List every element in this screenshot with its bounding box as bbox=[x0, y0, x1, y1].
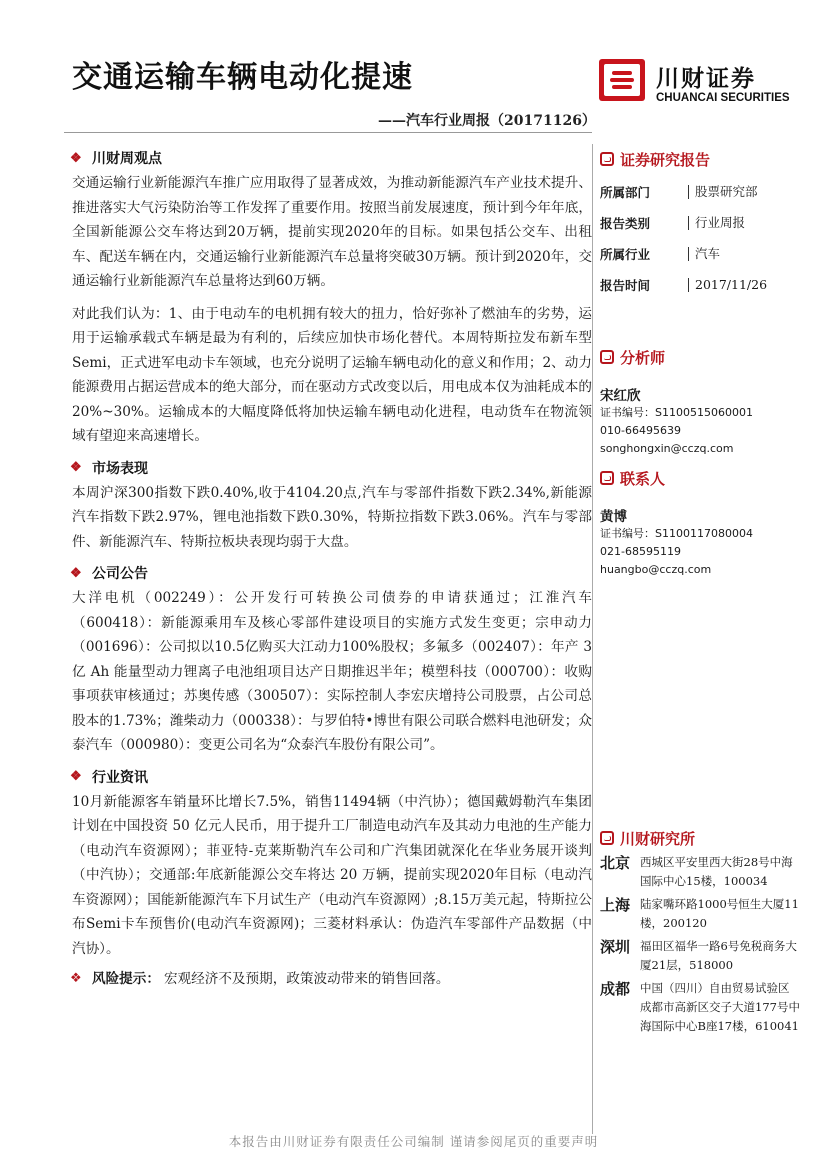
info-row bbox=[600, 269, 800, 300]
risk-label: 风险提示： bbox=[92, 971, 160, 987]
diamond-bullet-icon: ❖ bbox=[70, 971, 82, 986]
office-address: 西城区平安里西大街28号中海国际中心15楼，100034 bbox=[640, 855, 793, 888]
office-entry bbox=[600, 979, 800, 1036]
risk-warning bbox=[72, 967, 592, 991]
contact-cert: 证书编号：S1100117080004 bbox=[600, 527, 753, 540]
institute-heading-text: 川财研究所 bbox=[620, 829, 696, 848]
diamond-bullet-icon: ❖ bbox=[70, 460, 82, 475]
analyst-heading-text: 分析师 bbox=[620, 348, 666, 367]
contact-heading bbox=[600, 467, 800, 489]
paragraph: 对此我们认为：1、由于电动车的电机拥有较大的扭力，恰好弥补了燃油车的劣势，运用于运输承载式车辆是最为有利的，后续应加快市场化替代。本周特斯拉发布新车型Semi，正式进军电动卡车领域，也充分说明了运输车辆电动化的意义和作用；2、动力能源费用占据运营成本的绝大部分，而在驱动方式改变以后，用电成本仅为油耗成本的 20%~30%。运输成本的大幅度降低将加快运输车辆电动化进程，电动货车在物流领域有望迎来高速增长。 bbox=[72, 305, 592, 444]
paragraph: 大洋电机（002249）：公开发行可转换公司债券的申请获通过；江淮汽车（600418）：新能源乘用车及核心零部件建设项目的实施方式发生变更；宗申动力（001696）：公司拟以10.5亿购买大江动力100%股权；多氟多（002407）：年产 3 亿 Ah 能量型动力锂离子电池组项目达产日期推迟半年；模塑科技（000700）：收购事项获审核通过；苏奥传感（300507）：实际控制人李宏庆增持公司股票，占公司总股本的1.73%；潍柴动力（000338）：与罗伯特•博世有限公司联合燃料电池研发；众泰汽车（000980）：变更公司名为“众泰汽车股份有限公司”。 bbox=[72, 590, 592, 753]
main-content bbox=[72, 145, 592, 991]
office-address: 陆家嘴环路1000号恒生大厦11楼，200120 bbox=[640, 897, 799, 930]
analyst-cert: 证书编号：S1100515060001 bbox=[600, 406, 753, 419]
logo-name-cn: 川财证券 bbox=[656, 66, 756, 92]
office-entry bbox=[600, 937, 800, 975]
analyst-email[interactable]: songhongxin@cczq.com bbox=[600, 442, 734, 455]
company-logo bbox=[598, 58, 794, 110]
logo-name-en: CHUANCAI SECURITIES bbox=[656, 92, 790, 104]
analyst-panel bbox=[600, 346, 800, 458]
section-title: 川财周观点 bbox=[92, 151, 162, 167]
section-heading bbox=[72, 764, 592, 790]
office-city: 上海 bbox=[600, 896, 631, 914]
info-row bbox=[600, 207, 800, 238]
info-value: 行业周报 bbox=[688, 216, 745, 230]
analyst-heading bbox=[600, 346, 800, 368]
contact-panel bbox=[600, 467, 800, 579]
info-value: 股票研究部 bbox=[688, 185, 758, 199]
report-icon bbox=[600, 152, 614, 166]
section-title: 市场表现 bbox=[92, 460, 148, 477]
office-entry bbox=[600, 895, 800, 933]
column-divider bbox=[592, 144, 593, 1134]
contact-heading-text: 联系人 bbox=[620, 469, 666, 488]
section-title: 行业资讯 bbox=[92, 769, 148, 786]
office-address: 中国（四川）自由贸易试验区成都市高新区交子大道177号中海国际中心B座17楼，610041 bbox=[640, 981, 800, 1033]
analyst-icon bbox=[600, 350, 614, 364]
info-key: 所属部门 bbox=[600, 184, 651, 200]
info-row bbox=[600, 176, 800, 207]
contact-phone: 021-68595119 bbox=[600, 545, 681, 558]
risk-text: 宏观经济不及预期，政策波动带来的销售回落。 bbox=[163, 971, 450, 987]
office-city: 深圳 bbox=[600, 938, 631, 956]
paragraph: 交通运输行业新能源汽车推广应用取得了显著成效，为推动新能源汽车产业技术提升、推进落实大气污染防治等工作发挥了重要作用。按照当前发展速度，预计到今年年底，全国新能源公交车将达到20万辆，提前实现2020年的目标。如果包括公交车、出租车、配送车辆在内，交通运输行业新能源汽车总量将突破30万辆。预计到2020年，交通运输行业新能源汽车总量将达到60万辆。 bbox=[72, 175, 592, 289]
section-title: 公司公告 bbox=[92, 566, 148, 582]
office-address: 福田区福华一路6号免税商务大厦21层，518000 bbox=[640, 939, 797, 972]
diamond-bullet-icon: ❖ bbox=[70, 565, 82, 581]
institute-panel bbox=[600, 827, 800, 1036]
info-key: 报告时间 bbox=[600, 277, 651, 293]
logo-mark-icon bbox=[598, 58, 646, 102]
paragraph: 10月新能源客车销量环比增长7.5%，销售11494辆（中汽协）；德国戴姆勒汽车集团计划在中国投资 50 亿元人民币，用于提升工厂制造电动汽车及其动力电池的生产能力（电动汽车资源网）；菲亚特-克莱斯勒汽车公司和广汽集团就深化在华业务展开谈判（中汽协）；交通部:年底新能源公交车将达 20 万辆，提前实现2020年目标（电动汽车资源网）；国能新能源汽车下月试生产（电动汽车资源网）;8.15万美元起，特斯拉公布Semi卡车预售价(电动汽车资源网)；三菱材料承认：伪造汽车零部件产品数据（中汽协）。 bbox=[72, 793, 592, 957]
info-value: 2017/11/26 bbox=[688, 278, 767, 292]
report-heading bbox=[600, 148, 800, 170]
paragraph: 本周沪深300指数下跌0.40%,收于4104.20点,汽车与零部件指数下跌2.34%,新能源汽车指数下跌2.97%，锂电池指数下跌0.30%，特斯拉指数下跌3.06%。汽车与零部件、新能源汽车、特斯拉板块表现均弱于大盘。 bbox=[72, 484, 592, 550]
office-city: 成都 bbox=[600, 980, 631, 998]
section-heading bbox=[72, 560, 592, 586]
office-entry bbox=[600, 853, 800, 891]
report-subtitle: ——汽车行业周报（20171126） bbox=[378, 113, 596, 129]
info-key: 所属行业 bbox=[600, 246, 651, 262]
contact-email[interactable]: huangbo@cczq.com bbox=[600, 563, 712, 576]
institute-heading bbox=[600, 827, 800, 849]
info-value: 汽车 bbox=[688, 247, 720, 261]
header-divider bbox=[64, 132, 592, 133]
diamond-bullet-icon: ❖ bbox=[70, 150, 82, 166]
institute-icon bbox=[600, 831, 614, 845]
report-title: 交通运输车辆电动化提速 bbox=[72, 60, 413, 95]
analyst-phone: 010-66495639 bbox=[600, 424, 681, 437]
section-heading bbox=[72, 145, 592, 171]
analyst-name: 宋红欣 bbox=[600, 388, 641, 404]
office-city: 北京 bbox=[600, 854, 631, 872]
page-footer: 本报告由川财证券有限责任公司编制 谨请参阅尾页的重要声明 bbox=[228, 1134, 599, 1149]
info-key: 报告类别 bbox=[600, 215, 651, 231]
diamond-bullet-icon: ❖ bbox=[70, 769, 82, 784]
section-heading bbox=[72, 455, 592, 481]
contact-icon bbox=[600, 471, 614, 485]
contact-name: 黄博 bbox=[600, 509, 627, 525]
report-heading-text: 证券研究报告 bbox=[620, 150, 711, 169]
report-info-panel bbox=[600, 148, 800, 300]
info-row bbox=[600, 238, 800, 269]
